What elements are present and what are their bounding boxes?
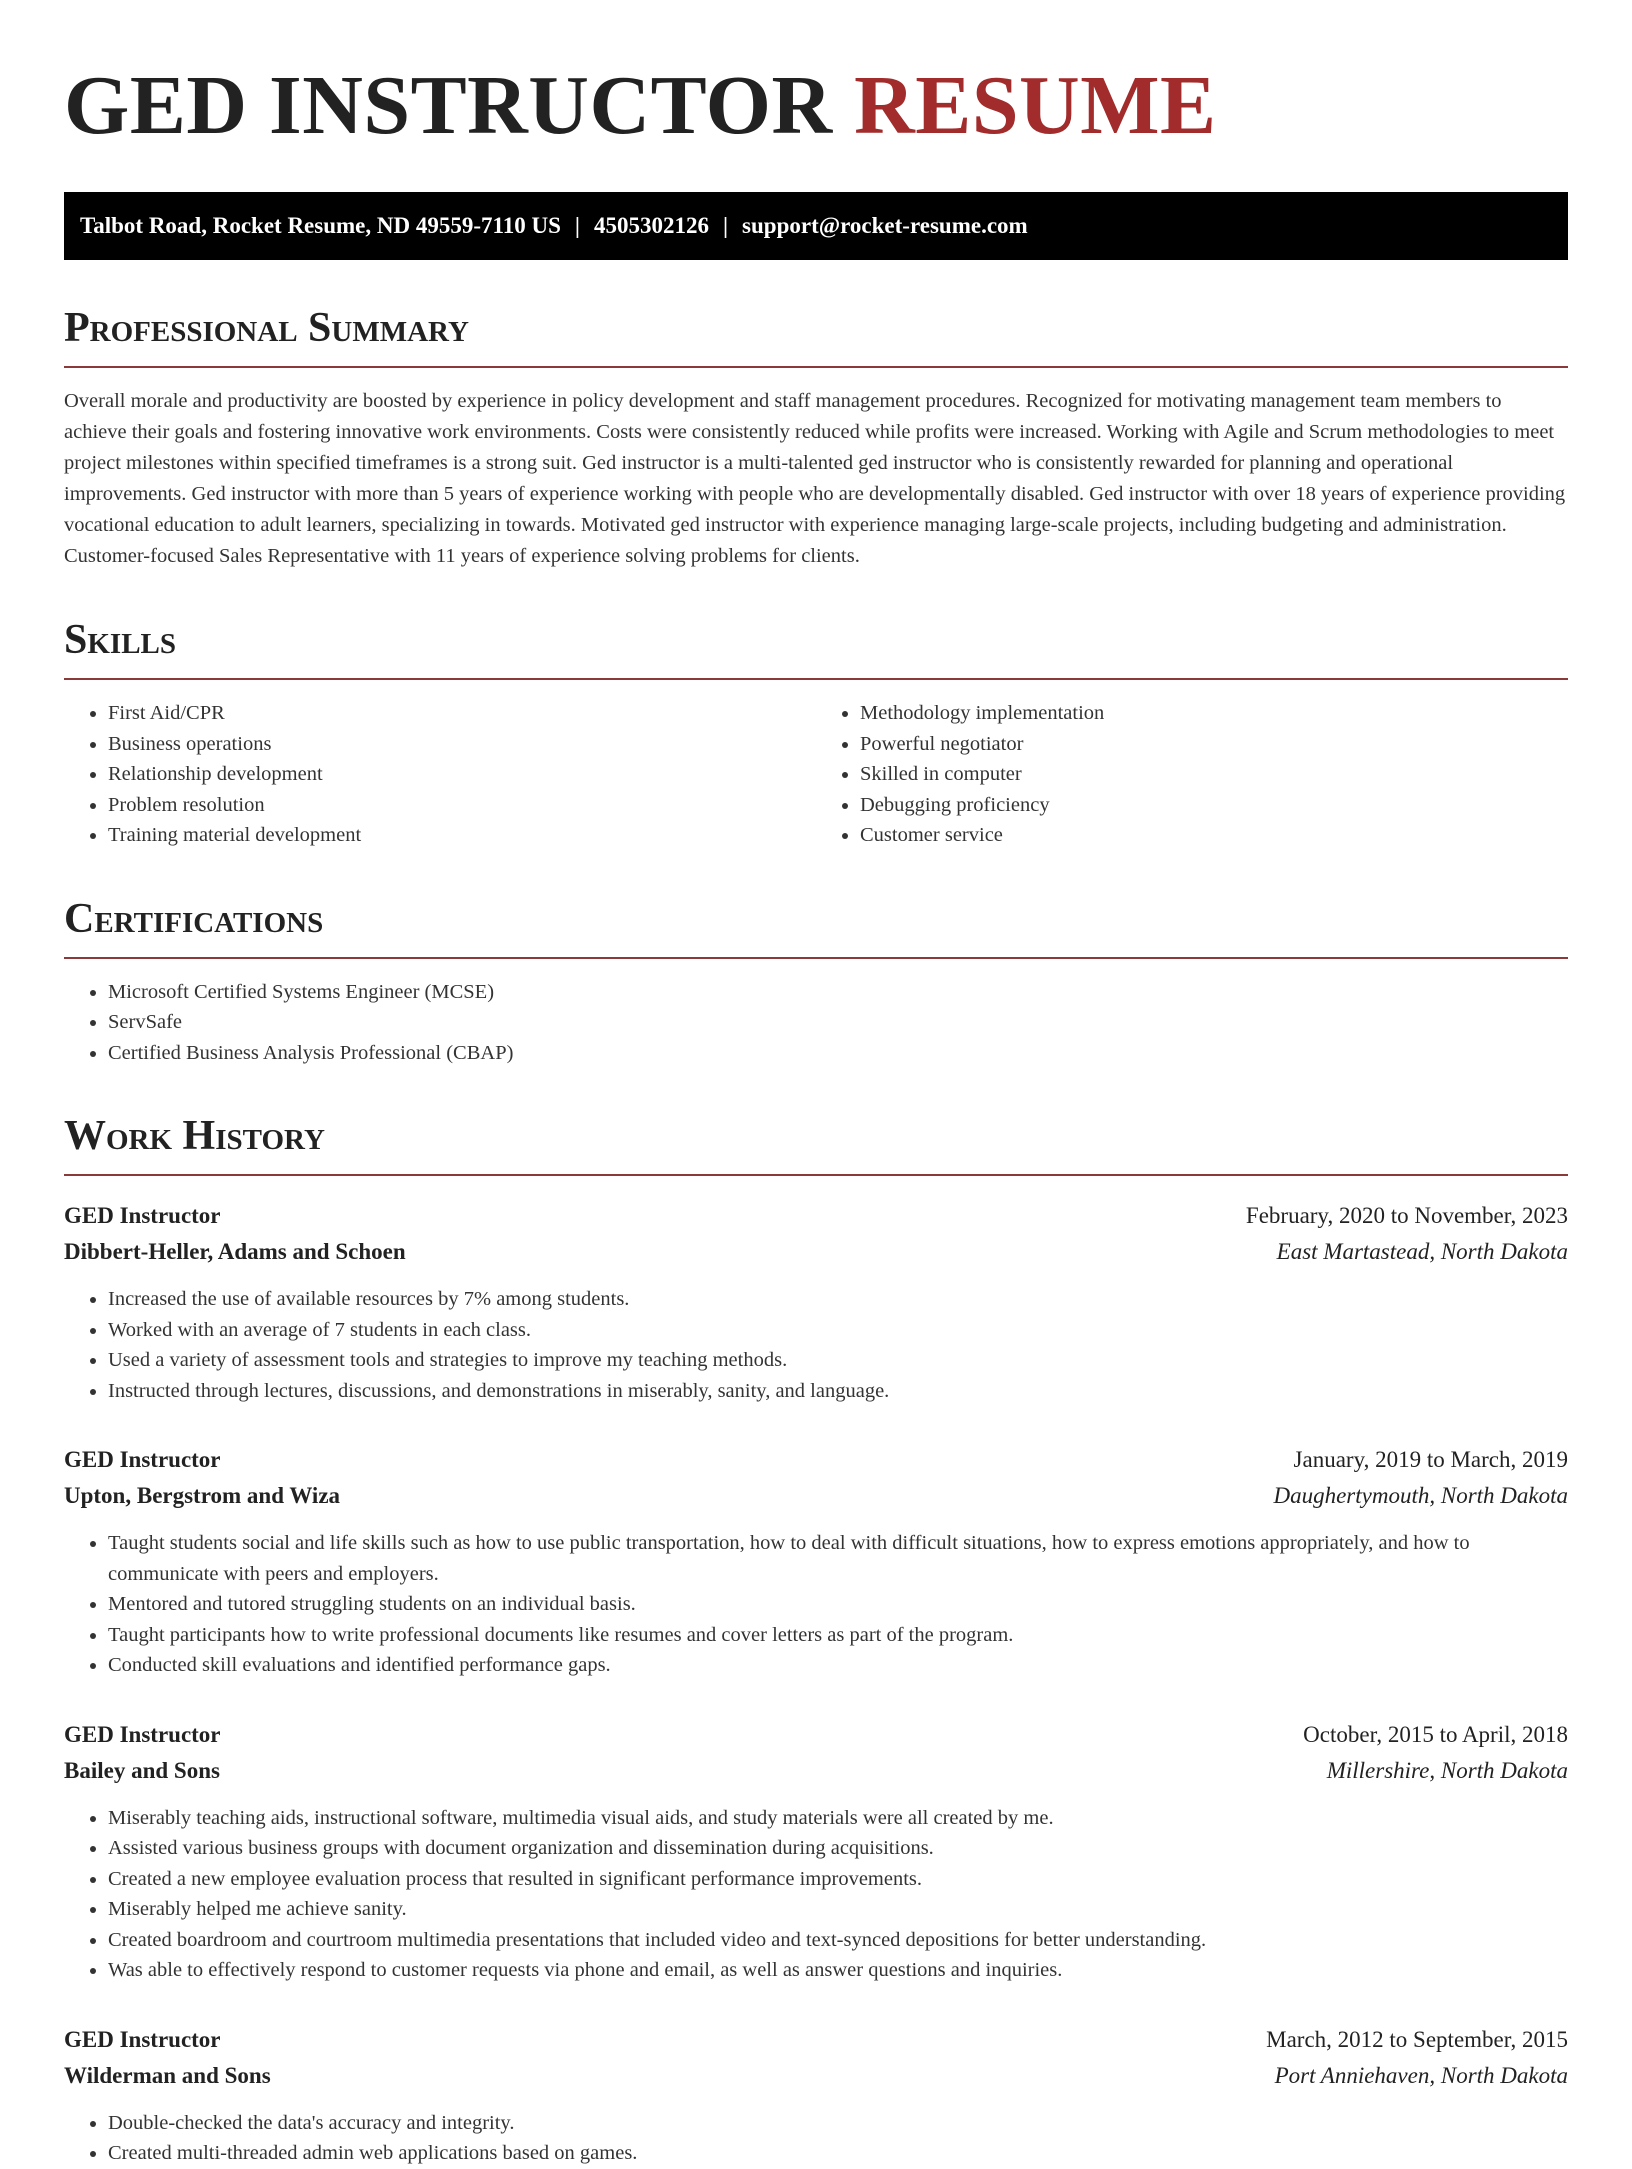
job-bullet: • Taught students social and life skills such as how to use public transportation, how to deal with difficult situations, how to express emotions appropriately, and how to communicate with peers and employers. (108, 1528, 1568, 1589)
skill-item: • First Aid/CPR (108, 698, 816, 729)
skill-item: • Problem resolution (108, 790, 816, 821)
job-dates: October, 2015 to April, 2018 (1303, 1721, 1568, 1747)
certification-item: • ServSafe (108, 1007, 1568, 1038)
skill-item: • Business operations (108, 729, 816, 760)
job-bullet: • Created multi-threaded admin web applications based on games. (108, 2138, 1568, 2169)
job-bullet: • Used a variety of assessment tools and strategies to improve my teaching methods. (108, 1345, 1568, 1376)
skill-item: • Training material development (108, 820, 816, 851)
contact-phone: 4505302126 (593, 213, 709, 238)
job-bullet: • Instructed through lectures, discussions, and demonstrations in miserably, sanity, and language. (108, 1376, 1568, 1407)
contact-separator: | (722, 213, 729, 238)
job-entry (64, 1442, 1568, 1681)
job-title: GED Instructor (64, 1203, 221, 1228)
resume-title (64, 56, 1568, 156)
job-company: Dibbert-Heller, Adams and Schoen (64, 1239, 406, 1264)
job-bullet: • Conducted skill evaluations and identified performance gaps. (108, 1650, 1568, 1681)
job-bullet: • Mentored and tutored struggling students on an individual basis. (108, 1589, 1568, 1620)
job-title: GED Instructor (64, 2026, 221, 2052)
job-entry (64, 1717, 1568, 1986)
job-company: Bailey and Sons (64, 1757, 220, 1783)
summary-section (64, 304, 1568, 572)
job-bullet: • Worked with an average of 7 students in each class. (108, 1315, 1568, 1346)
job-location: Millershire, North Dakota (1326, 1757, 1568, 1783)
certifications-list (64, 977, 1568, 1069)
job-title: GED Instructor (64, 1447, 221, 1472)
work-history-heading: Work History (64, 1112, 1568, 1176)
job-bullet: • Increased the use of available resources by 7% among students. (108, 1284, 1568, 1315)
job-bullets (64, 1803, 1568, 1986)
skills-list-right (816, 698, 1568, 851)
job-bullet: • Taught participants how to write professional documents like resumes and cover letters as part of the program. (108, 1620, 1568, 1651)
skills-heading: Skills (64, 616, 1568, 680)
certifications-section (64, 895, 1568, 1069)
job-bullets (64, 1284, 1568, 1406)
job-bullets (64, 1528, 1568, 1681)
job-location: Port Anniehaven, North Dakota (1274, 2062, 1568, 2088)
skill-item: • Debugging proficiency (860, 790, 1568, 821)
job-bullet: • Created boardroom and courtroom multimedia presentations that included video and text-synced depositions for better understanding. (108, 1925, 1568, 1956)
title-main: GED INSTRUCTOR (64, 59, 833, 152)
job-bullet: • Miserably helped me achieve sanity. (108, 1894, 1568, 1925)
job-bullet: • Created a new employee evaluation process that resulted in significant performance improvements. (108, 1864, 1568, 1895)
skills-grid (64, 698, 1568, 851)
work-history-section (64, 1112, 1568, 2169)
title-accent: RESUME (854, 59, 1217, 152)
job-location: East Martastead, North Dakota (1276, 1239, 1568, 1264)
certification-item: • Certified Business Analysis Professional (CBAP) (108, 1038, 1568, 1069)
job-company: Upton, Bergstrom and Wiza (64, 1483, 341, 1508)
job-company: Wilderman and Sons (64, 2062, 271, 2088)
contact-email: support@rocket-resume.com (742, 213, 1028, 238)
contact-bar (64, 192, 1568, 260)
job-bullet: • Miserably teaching aids, instructional software, multimedia visual aids, and study materials were all created by me. (108, 1803, 1568, 1834)
summary-heading: Professional Summary (64, 304, 1568, 368)
contact-separator: | (574, 213, 580, 238)
job-location: Daughertymouth, North Dakota (1273, 1483, 1568, 1508)
certification-item: • Microsoft Certified Systems Engineer (MCSE) (108, 977, 1568, 1008)
summary-text: Overall morale and productivity are boosted by experience in policy development and staff management procedures. Recognized for motivating management team members to achieve their goals and fostering innovative work environments. Costs were consistently reduced while profits were increased. Working with Agile and Scrum methodologies to meet project milestones within specified timeframes is a strong suit. Ged instructor is a multi-talented ged instructor who is consistently rewarded for planning and operational improvements. Ged instructor with more than 5 years of experience working with people who are developmentally disabled. Ged instructor with over 18 years of experience providing vocational education to adult learners, specializing in towards. Motivated ged instructor with experience managing large-scale projects, including budgeting and administration. Customer-focused Sales Representative with 11 years of experience solving problems for clients. (64, 390, 1566, 567)
contact-address: Talbot Road, Rocket Resume, ND 49559-7110 US (80, 213, 561, 238)
skill-item: • Methodology implementation (860, 698, 1568, 729)
job-bullet: • Was able to effectively respond to customer requests via phone and email, as well as answer questions and inquiries. (108, 1955, 1568, 1986)
job-bullet: • Assisted various business groups with document organization and dissemination during acquisitions. (108, 1833, 1568, 1864)
skills-section (64, 616, 1568, 851)
skill-item: • Powerful negotiator (860, 729, 1568, 760)
skill-item: • Customer service (860, 820, 1568, 851)
job-bullet: • Double-checked the data's accuracy and integrity. (108, 2108, 1568, 2139)
skill-item: • Relationship development (108, 759, 816, 790)
job-entry (64, 1198, 1568, 1406)
job-title: GED Instructor (64, 1721, 221, 1747)
job-dates: February, 2020 to November, 2023 (1245, 1203, 1568, 1228)
skill-item: • Skilled in computer (860, 759, 1568, 790)
skills-list-left (64, 698, 816, 851)
job-bullets (64, 2108, 1568, 2169)
job-dates: March, 2012 to September, 2015 (1266, 2026, 1568, 2052)
certifications-heading: Certifications (64, 895, 1568, 959)
job-dates: January, 2019 to March, 2019 (1293, 1447, 1568, 1472)
job-entry (64, 2022, 1568, 2169)
